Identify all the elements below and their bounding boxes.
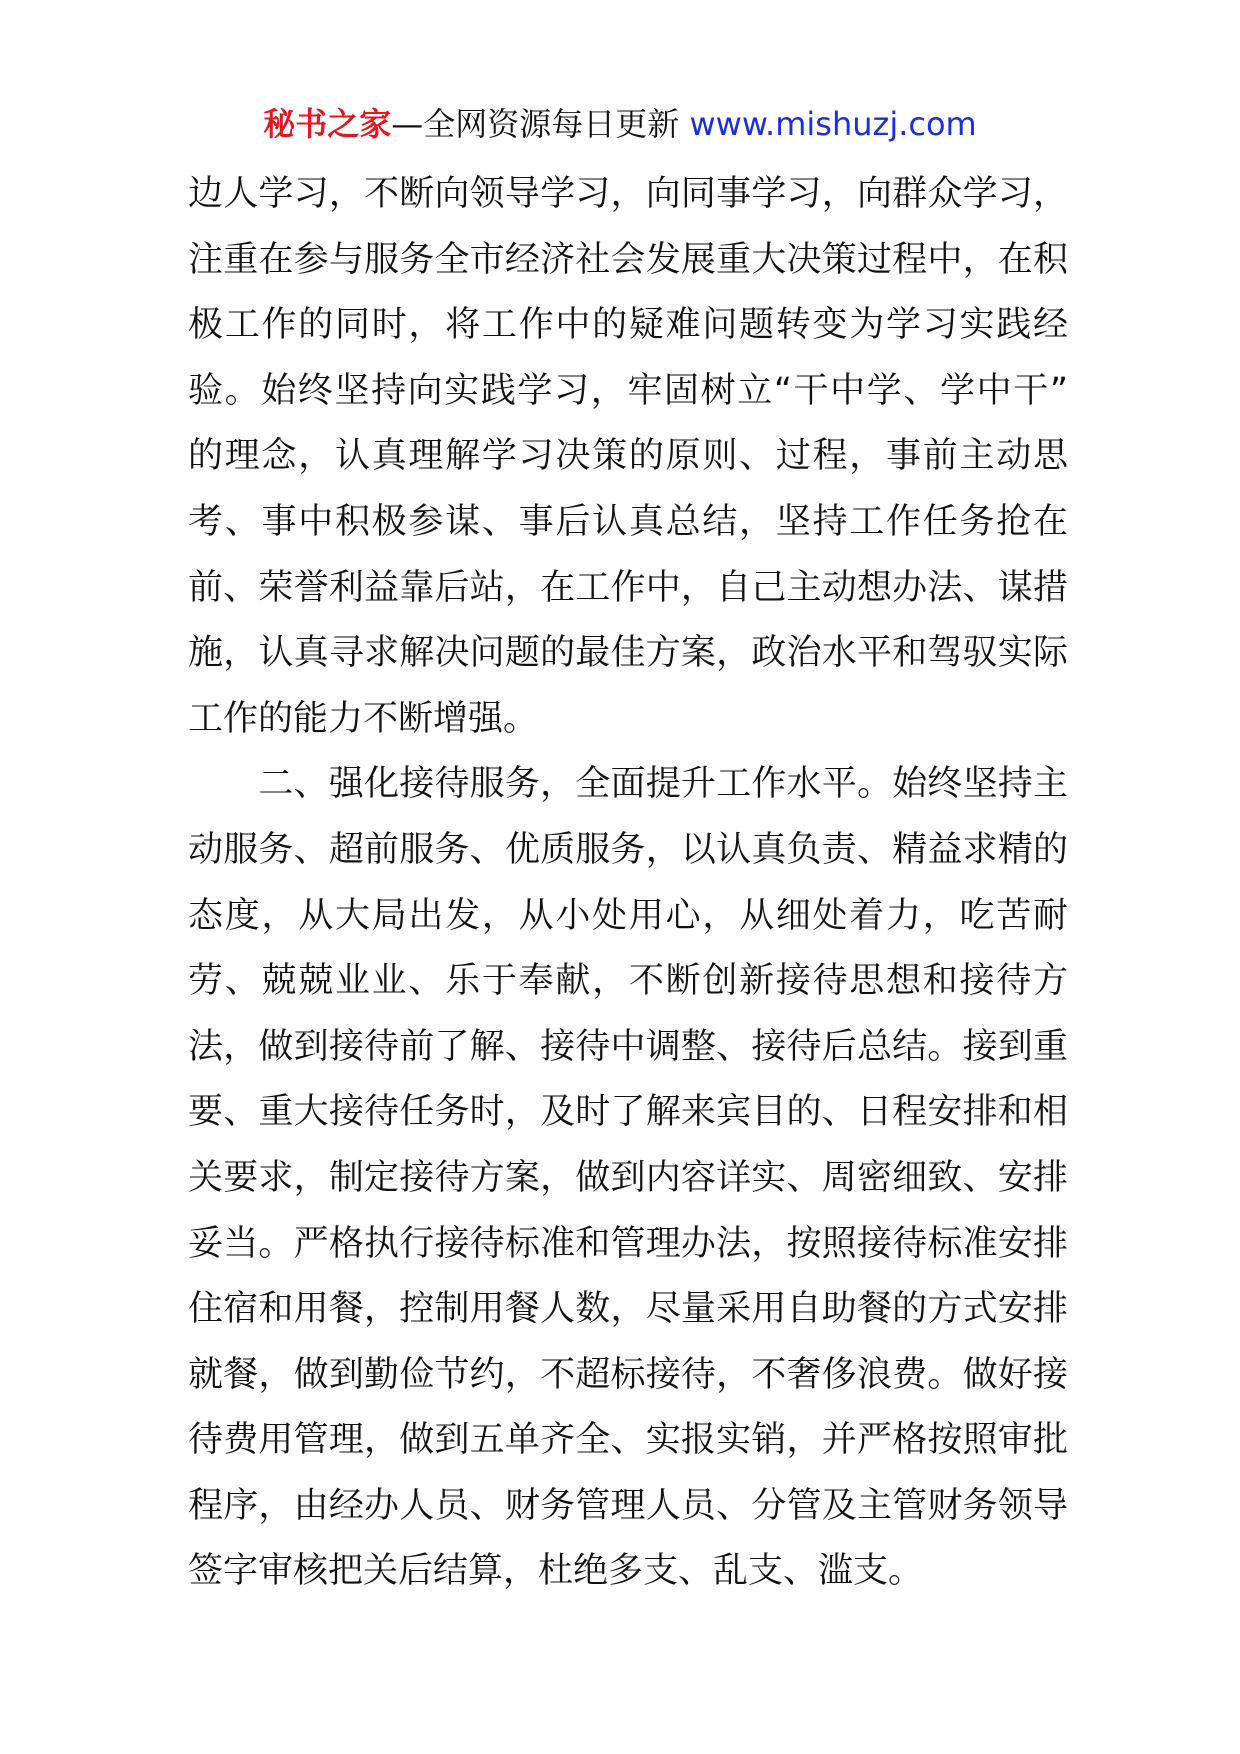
text-line: 注重在参与服务全市经济社会发展重大决策过程中，在积 — [188, 239, 1068, 280]
text-line: 考、事中积极参谋、事后认真总结，坚持工作任务抢在 — [188, 501, 1068, 542]
paragraph-end-line: 工作的能力不断增强。 — [188, 698, 539, 739]
text-line: 劳、兢兢业业、乐于奉献，不断创新接待思想和接待方 — [188, 961, 1068, 1002]
text-line: 态度，从大局出发，从小处用心，从细处着力，吃苦耐 — [188, 895, 1068, 936]
text-line: 要、重大接待任务时，及时了解来宾目的、日程安排和相 — [188, 1092, 1068, 1133]
site-url-link[interactable]: www.mishuzj.com — [689, 105, 977, 143]
text-line: 极工作的同时，将工作中的疑难问题转变为学习实践经 — [188, 305, 1068, 346]
text-line: 妥当。严格执行接待标准和管理办法，按照接待标准安排 — [188, 1223, 1068, 1264]
brand-name: 秘书之家 — [263, 105, 392, 143]
text-line: 前、荣誉利益靠后站，在工作中，自己主动想办法、谋措 — [188, 567, 1068, 608]
text-line: 动服务、超前服务、优质服务，以认真负责、精益求精的 — [188, 829, 1068, 870]
document-body — [188, 162, 1068, 1605]
text-line: 程序，由经办人员、财务管理人员、分管及主管财务领导 — [188, 1485, 1068, 1526]
section-heading-line: 二、强化接待服务，全面提升工作水平。始终坚持主 — [188, 764, 1068, 805]
text-line: 待费用管理，做到五单齐全、实报实销，并严格按照审批 — [188, 1420, 1068, 1461]
header-tagline: —全网资源每日更新 — [391, 105, 680, 143]
text-line: 法，做到接待前了解、接待中调整、接待后总结。接到重 — [188, 1026, 1068, 1067]
text-line: 验。始终坚持向实践学习，牢固树立“干中学、学中干” — [188, 370, 1068, 411]
paragraph-end-line: 签字审核把关后结算，杜绝多支、乱支、滥支。 — [188, 1551, 924, 1592]
text-line: 施，认真寻求解决问题的最佳方案，政治水平和驾驭实际 — [188, 633, 1068, 674]
text-line: 住宿和用餐，控制用餐人数，尽量采用自助餐的方式安排 — [188, 1289, 1068, 1330]
text-line: 就餐，做到勤俭节约，不超标接待，不奢侈浪费。做好接 — [188, 1354, 1068, 1395]
page-header — [0, 102, 1240, 146]
text-line: 的理念，认真理解学习决策的原则、过程，事前主动思 — [188, 436, 1068, 477]
text-line: 关要求，制定接待方案，做到内容详实、周密细致、安排 — [188, 1157, 1068, 1198]
text-line: 边人学习，不断向领导学习，向同事学习，向群众学习， — [188, 174, 1068, 214]
